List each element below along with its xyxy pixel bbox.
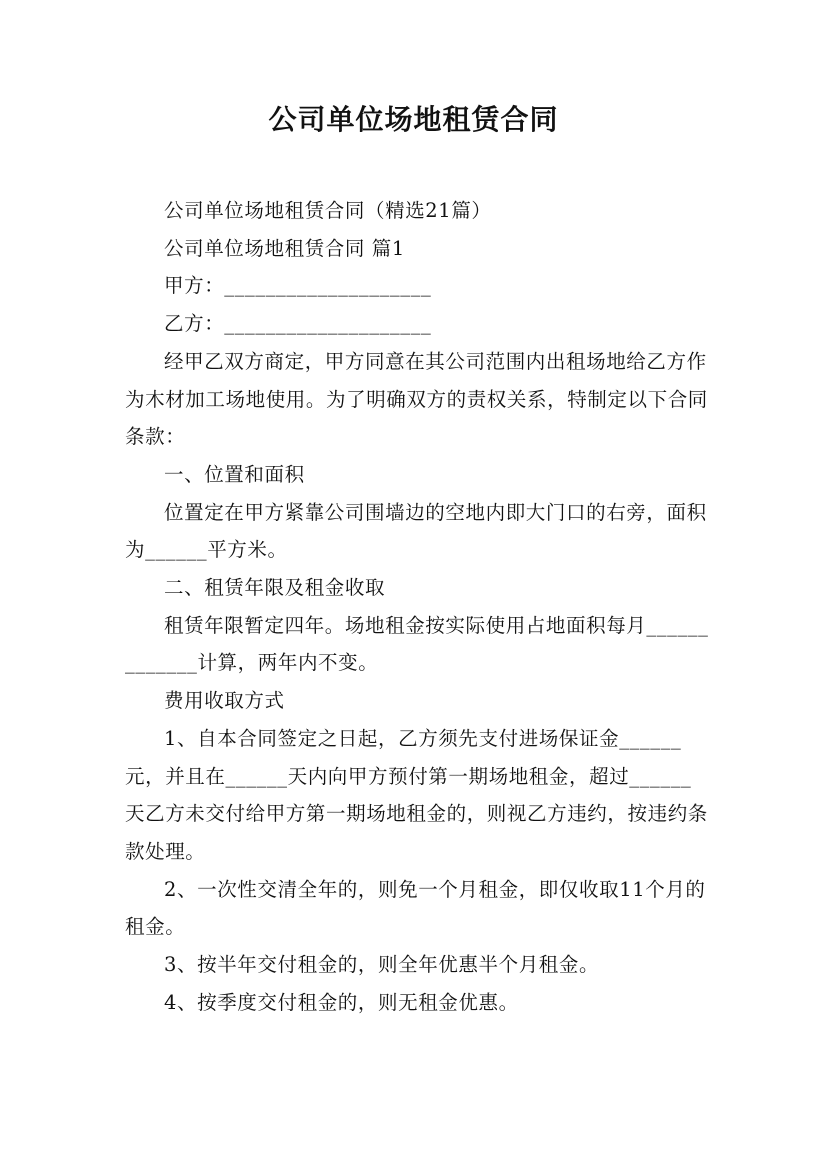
paragraph-fee-item-2: 2、一次性交清全年的，则免一个月租金，即仅收取11个月的租金。 (125, 877, 706, 939)
paragraph-location: 位置定在甲方紧靠公司围墙边的空地内即大门口的右旁，面积为______平方米。 (125, 500, 707, 562)
paragraph-party-a: 甲方：____________________ (164, 274, 432, 298)
paragraph-term-rent: 租赁年限暂定四年。场地租金按实际使用占地面积每月_____________计算，两年内不变。 (125, 613, 709, 675)
document-title: 公司单位场地租赁合同 (268, 103, 559, 136)
section-heading-location: 一、位置和面积 (164, 462, 305, 486)
section-heading-fee-collection: 费用收取方式 (164, 689, 285, 713)
paragraph-party-b: 乙方：____________________ (164, 312, 432, 336)
paragraph-fee-item-4: 4、按季度交付租金的，则无租金优惠。 (164, 990, 519, 1014)
paragraph-preamble: 经甲乙双方商定，甲方同意在其公司范围内出租场地给乙方作为木材加工场地使用。为了明确双方的责权关系，特制定以下合同条款： (125, 349, 708, 449)
paragraph-fee-item-3: 3、按半年交付租金的，则全年优惠半个月租金。 (164, 953, 600, 977)
paragraph-collection-title: 公司单位场地租赁合同（精选21篇） (164, 199, 492, 222)
paragraph-fee-item-1: 1、自本合同签定之日起，乙方须先支付进场保证金______元，并且在______天内向甲方预付第一期场地租金，超过______天乙方未交付给甲方第一期场地租金的，则视乙方违约，按违约条款处理。 (125, 726, 708, 863)
document-body (125, 192, 710, 1021)
section-heading-term-rent: 二、租赁年限及租金收取 (164, 576, 386, 600)
paragraph-article-heading: 公司单位场地租赁合同 篇1 (164, 236, 405, 260)
